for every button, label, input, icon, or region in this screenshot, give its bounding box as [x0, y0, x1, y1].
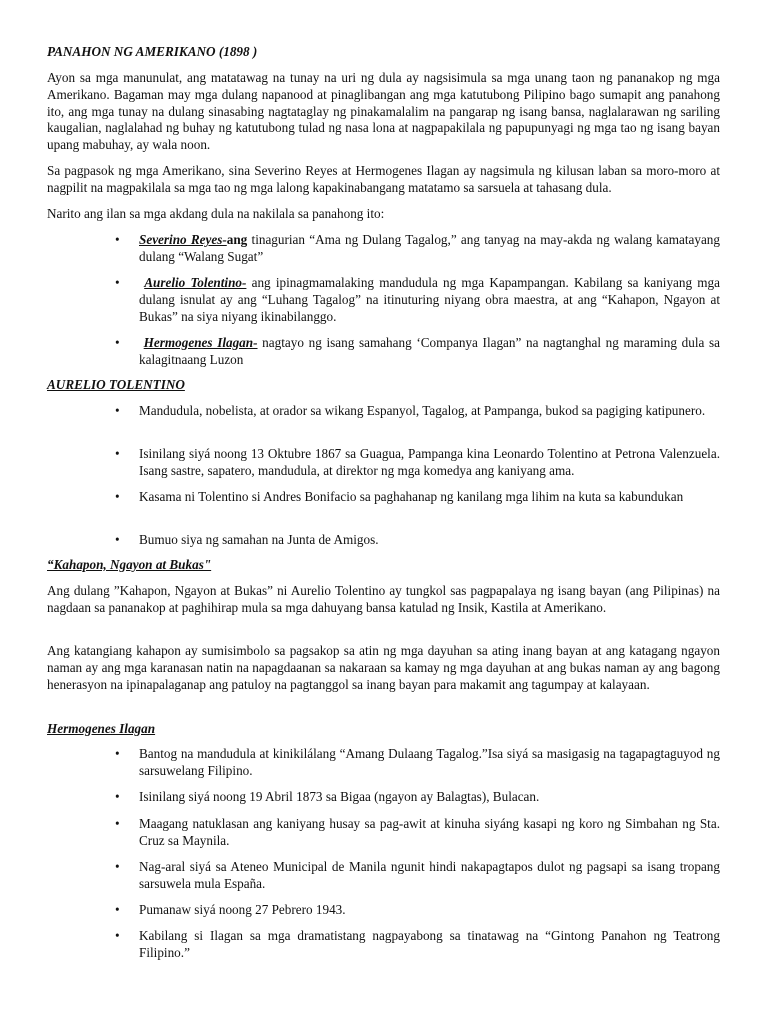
- list-item-text: Nag-aral siyá sa Ateneo Municipal de Manila ngunit hindi nakapagtapos dulot ng pagsapi sa isang tropang sarsuwela mula España.: [139, 859, 720, 891]
- bullet-icon: •: [115, 859, 120, 874]
- list-item: [115, 859, 720, 893]
- bullet-icon: •: [115, 532, 120, 547]
- list-item: [115, 789, 720, 806]
- list-item-text: Isinilang siyá noong 13 Oktubre 1867 sa Guagua, Pampanga kina Leonardo Tolentino at Petrona Valenzuela. Isang sastre, sapatero, mandudula, at direktor ng mga komedya ang kaniyang ama.: [139, 446, 720, 478]
- bullet-icon: •: [115, 335, 120, 350]
- list-item: [115, 816, 720, 850]
- list-item-text: Bantog na mandudula at kinikilálang “Amang Dulaang Tagalog.”Isa siyá sa masigasig na tagapagtaguyod ng sarsuwelang Filipino.: [139, 746, 720, 778]
- dramatist-lead: ang: [226, 232, 248, 247]
- bullet-icon: •: [115, 275, 120, 290]
- bullet-icon: •: [115, 816, 120, 831]
- list-item-text: Maagang natuklasan ang kaniyang husay sa pag-awit at kinuha siyáng kasapi ng koro ng Simbahan ng Sta. Cruz sa Maynila.: [139, 816, 720, 848]
- paragraph-intro: Ayon sa mga manunulat, ang matatawag na tunay na uri ng dula ay nagsisimula sa mga unang taon ng pananakop ng mga Amerikano. Bagaman may mga dulang napanood at pinaglibangan ang mga katutubong Pilipino bago sumapit ang panahong ito, ang mga tunay na dulang sinasabing nagtataglay ng pinakamalalim na pangarap ng isang bansa, naglalarawan ng sariling kaugalian, naglalahad ng buhay ng katutubong tulad ng nasa lona at nagpapakilala ng papupunyagi ng mga tao ng isang bayan upang mabuhay, ay wala noon.: [47, 70, 720, 153]
- list-item-text: Pumanaw siyá noong 27 Pebrero 1943.: [139, 902, 346, 917]
- bullet-icon: •: [115, 489, 120, 504]
- dramatist-name: Severino Reyes-: [139, 232, 227, 247]
- list-item-text: Kabilang si Ilagan sa mga dramatistang nagpayabong sa tinatawag na “Gintong Panahon ng Teatrong Filipino.”: [139, 928, 720, 960]
- bullet-icon: •: [115, 746, 120, 761]
- bullet-icon: •: [115, 789, 120, 804]
- list-item: [115, 902, 720, 919]
- paragraph-narito: Narito ang ilan sa mga akdang dula na nakilala sa panahong ito:: [47, 206, 385, 221]
- bullet-icon: •: [115, 232, 120, 247]
- dramatist-description: ang ipinagmamalaking mandudula ng mga Kapampangan. Kabilang sa kaniyang mga dulang isnulat ay ang “Luhang Tagalog” na itinuturing niyang obra maestra, at ang “Kahapon, Ngayon at Bukas” na siya niyang ikinabilanggo.: [139, 275, 720, 324]
- section-heading-aurelio-tolentino: AURELIO TOLENTINO: [47, 377, 185, 392]
- list-item: [115, 446, 720, 480]
- dramatist-description: nagtayo ng isang samahang ‘Companya Ilagan” na nagtanghal ng maraming dula sa kalagitnaang Luzon: [139, 335, 720, 367]
- bullet-icon: •: [115, 902, 120, 917]
- dramatist-name: Aurelio Tolentino-: [144, 275, 247, 290]
- dramatist-name: Hermogenes Ilagan-: [143, 335, 258, 350]
- dramatist-description: tinagurian “Ama ng Dulang Tagalog,” ang tanyag na may-akda ng walang kamatayang dulang “Walang Sugat”: [139, 232, 720, 264]
- bullet-icon: •: [115, 403, 120, 418]
- bullet-icon: •: [115, 928, 120, 943]
- section-heading-hermogenes-ilagan: Hermogenes Ilagan: [47, 721, 156, 736]
- list-item-aurelio-tolentino: [115, 275, 720, 325]
- list-item-text: Bumuo siya ng samahan na Junta de Amigos.: [139, 532, 379, 547]
- list-item-text: Mandudula, nobelista, at orador sa wikang Espanyol, Tagalog, at Pampanga, bukod sa pagiging katipunero.: [139, 403, 706, 418]
- list-item-hermogenes-ilagan: [115, 335, 720, 369]
- list-item-severino-reyes: [115, 232, 720, 266]
- list-item: [115, 489, 720, 506]
- paragraph-kahapon-summary: Ang dulang ”Kahapon, Ngayon at Bukas” ni Aurelio Tolentino ay tungkol sas pagpapalaya ng isang bayan (ang Pilipinas) na nagdaan sa pananakop at paghihirap mula sa mga dahuyang bansa katulad ng Insik, Kastila at Amerikano.: [47, 583, 720, 615]
- list-item: [115, 532, 720, 549]
- paragraph-kilusan: Sa pagpasok ng mga Amerikano, sina Severino Reyes at Hermogenes Ilagan ay nagsimula ng kilusan laban sa moro-moro at nagpilit na magpakilala sa mga tao ng mga lalong kapakinabangang matatamo sa sarsuela at tahasang dula.: [47, 163, 720, 195]
- paragraph-kahapon-symbolism: Ang katangiang kahapon ay sumisimbolo sa pagsakop sa atin ng mga dayuhan sa ating inang bayan at ang katagang ngayon naman ay ang mga karanasan natin na napagdaanan sa nakaraan sa kamay ng mga dayuhan at ang bukas naman ay ang bagong henerasyon na ipinapalaganap ang patuloy na pagtanggol sa inang bayan para makamit ang tagumpay at kalayaan.: [47, 643, 720, 692]
- section-heading-kahapon-ngayon-at-bukas: “Kahapon, Ngayon at Bukas": [47, 557, 212, 572]
- list-item: [115, 403, 720, 420]
- list-item: [115, 928, 720, 962]
- list-item-text: Kasama ni Tolentino si Andres Bonifacio sa paghahanap ng kanilang mga lihim na kuta sa kabundukan: [139, 489, 684, 504]
- list-item-text: Isinilang siyá noong 19 Abril 1873 sa Bigaa (ngayon ay Balagtas), Bulacan.: [139, 789, 540, 804]
- section-heading-panahon-ng-amerikano: PANAHON NG AMERIKANO (1898 ): [47, 44, 258, 59]
- list-item: [115, 746, 720, 780]
- bullet-icon: •: [115, 446, 120, 461]
